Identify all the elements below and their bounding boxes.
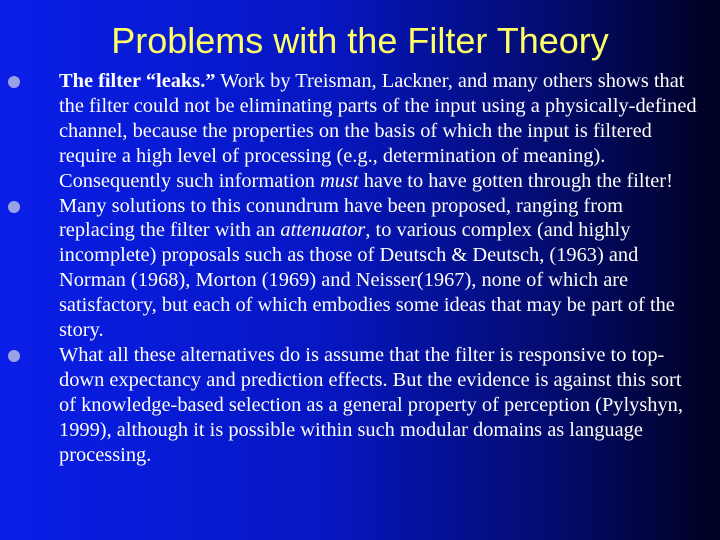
bullet-1-text-b: have to have gotten through the filter! <box>358 169 673 192</box>
bullet-3-text: What all these alternatives do is assume that the filter is responsive to top-down expectancy and prediction effects. But the evidence is against this sort of knowledge-based selection as a general property of perception (Pylyshyn, 1999), although it is possible within such modular domains as language processing. <box>59 343 683 466</box>
slide-title: Problems with the Filter Theory <box>111 20 609 61</box>
bullet-1-text-a: Work by Treisman, Lackner, and many others shows that the filter could not be eliminating parts of the input using a physically-defined channel, because the properties on the basis of which the input is filtered require a high level of processing (e.g., determination of meaning). Consequently such information <box>59 70 697 192</box>
bullet-2-text-a: Many solutions to this conundrum have been proposed, ranging from replacing the filter with an <box>59 194 624 242</box>
bullet-dot-icon <box>8 76 20 88</box>
bullet-item-2 <box>59 194 699 343</box>
bullet-dot-icon <box>8 201 20 213</box>
bullet-dot-icon <box>8 350 20 362</box>
bullet-list <box>59 69 699 468</box>
bullet-1-emphasis: must <box>320 169 359 192</box>
bullet-2-emphasis: attenuator <box>280 219 366 242</box>
bullet-1-lead: The filter “leaks.” <box>59 70 216 92</box>
bullet-2-text-b: , to various complex (and highly incomplete) proposals such as those of Deutsch & Deutsch, (1963) and Norman (1968), Morton (1969) and Neisser(1967), none of which are satisfactory, but each of which embodies some ideas that may be part of the story. <box>59 219 675 342</box>
bullet-item-3 <box>59 343 699 468</box>
bullet-item-1 <box>59 69 699 194</box>
